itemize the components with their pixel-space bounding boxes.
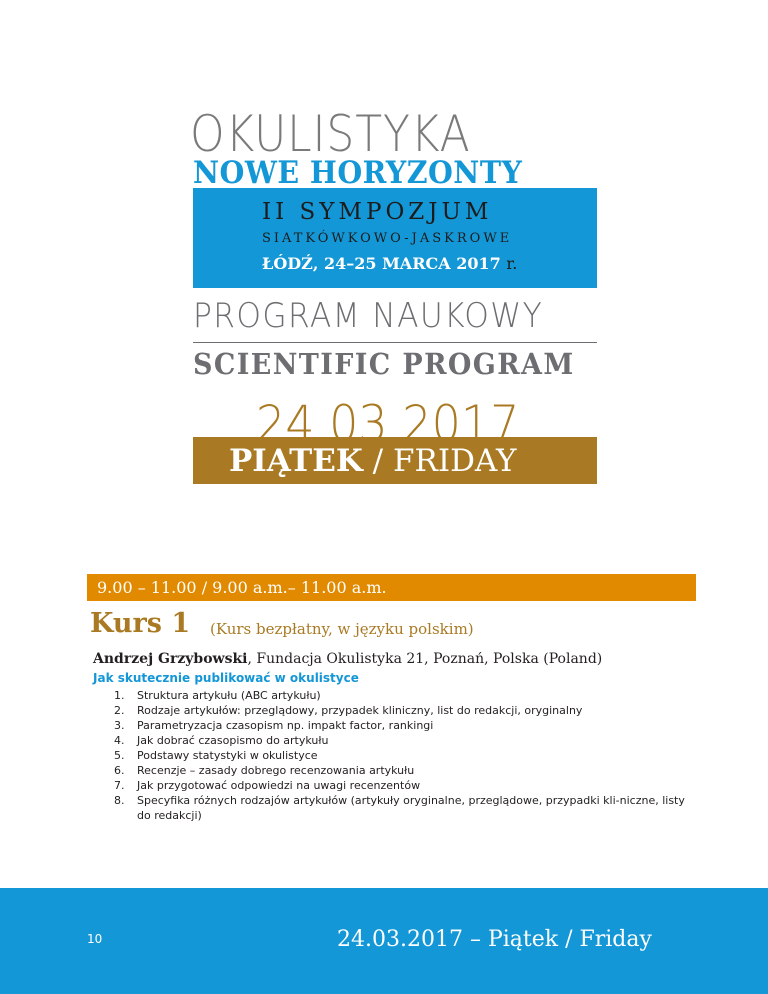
list-item [93,763,693,778]
brand-title: OKULISTYKA [190,105,471,163]
list-item-number: 7. [114,779,125,792]
divider [193,342,597,343]
day-name-pl: PIĄTEK [229,443,363,479]
list-item-number: 3. [114,719,125,732]
list-item [93,688,693,703]
list-item-text: Jak przygotować odpowiedzi na uwagi recenzentów [137,779,421,792]
list-item-number: 1. [114,689,125,702]
session-time: 9.00 – 11.00 / 9.00 a.m.– 11.00 a.m. [97,578,387,597]
event-location-date [262,254,517,274]
list-item-text: Podstawy statystyki w okulistyce [137,749,318,762]
program-title-en: SCIENTIFIC PROGRAM [193,347,575,381]
list-item-text: Specyfika różnych rodzajów artykułów (artykuły oryginalne, przeglądowe, przypadki kli-niczne, listy do redakcji) [137,794,685,822]
program-title-pl: PROGRAM NAUKOWY [193,296,544,336]
list-item [93,703,693,718]
list-item-text: Recenzje – zasady dobrego recenzowania artykułu [137,764,415,777]
list-item [93,793,693,823]
brand-subtitle: NOWE HORYZONTY [193,155,523,191]
list-item-text: Struktura artykułu (ABC artykułu) [137,689,321,702]
speaker-name: Andrzej Grzybowski [93,651,248,667]
page-number: 10 [87,932,103,946]
speaker [93,649,602,669]
list-item-text: Jak dobrać czasopismo do artykułu [137,734,329,747]
symposium-type: SIATKÓWKOWO-JASKROWE [262,231,513,246]
day-date: 24.03.2017 [256,395,520,453]
list-item [93,778,693,793]
lecture-topic: Jak skutecznie publikować w okulistyce [93,671,359,685]
list-item [93,718,693,733]
topic-list [93,688,693,823]
footer-running-title: 24.03.2017 – Piątek / Friday [337,927,652,952]
list-item-number: 2. [114,704,125,717]
symposium-title: II SYMPOZJUM [262,199,493,225]
location-date-text: ŁÓDŹ, 24–25 MARCA 2017 [262,254,501,273]
day-name-separator: / [362,443,393,479]
day-name [229,443,517,479]
list-item-number: 5. [114,749,125,762]
list-item-number: 8. [114,794,125,807]
speaker-affiliation: , Fundacja Okulistyka 21, Poznań, Polska (Poland) [247,651,603,667]
list-item-number: 4. [114,734,125,747]
list-item-text: Parametryzacja czasopism np. impakt factor, rankingi [137,719,434,732]
course-note: (Kurs bezpłatny, w języku polskim) [210,620,474,638]
list-item [93,733,693,748]
list-item-text: Rodzaje artykułów: przeglądowy, przypadek kliniczny, list do redakcji, oryginalny [137,704,583,717]
list-item [93,748,693,763]
course-title: Kurs 1 [90,608,191,639]
list-item-number: 6. [114,764,125,777]
day-name-en: FRIDAY [392,443,517,479]
year-suffix: r. [506,254,518,273]
